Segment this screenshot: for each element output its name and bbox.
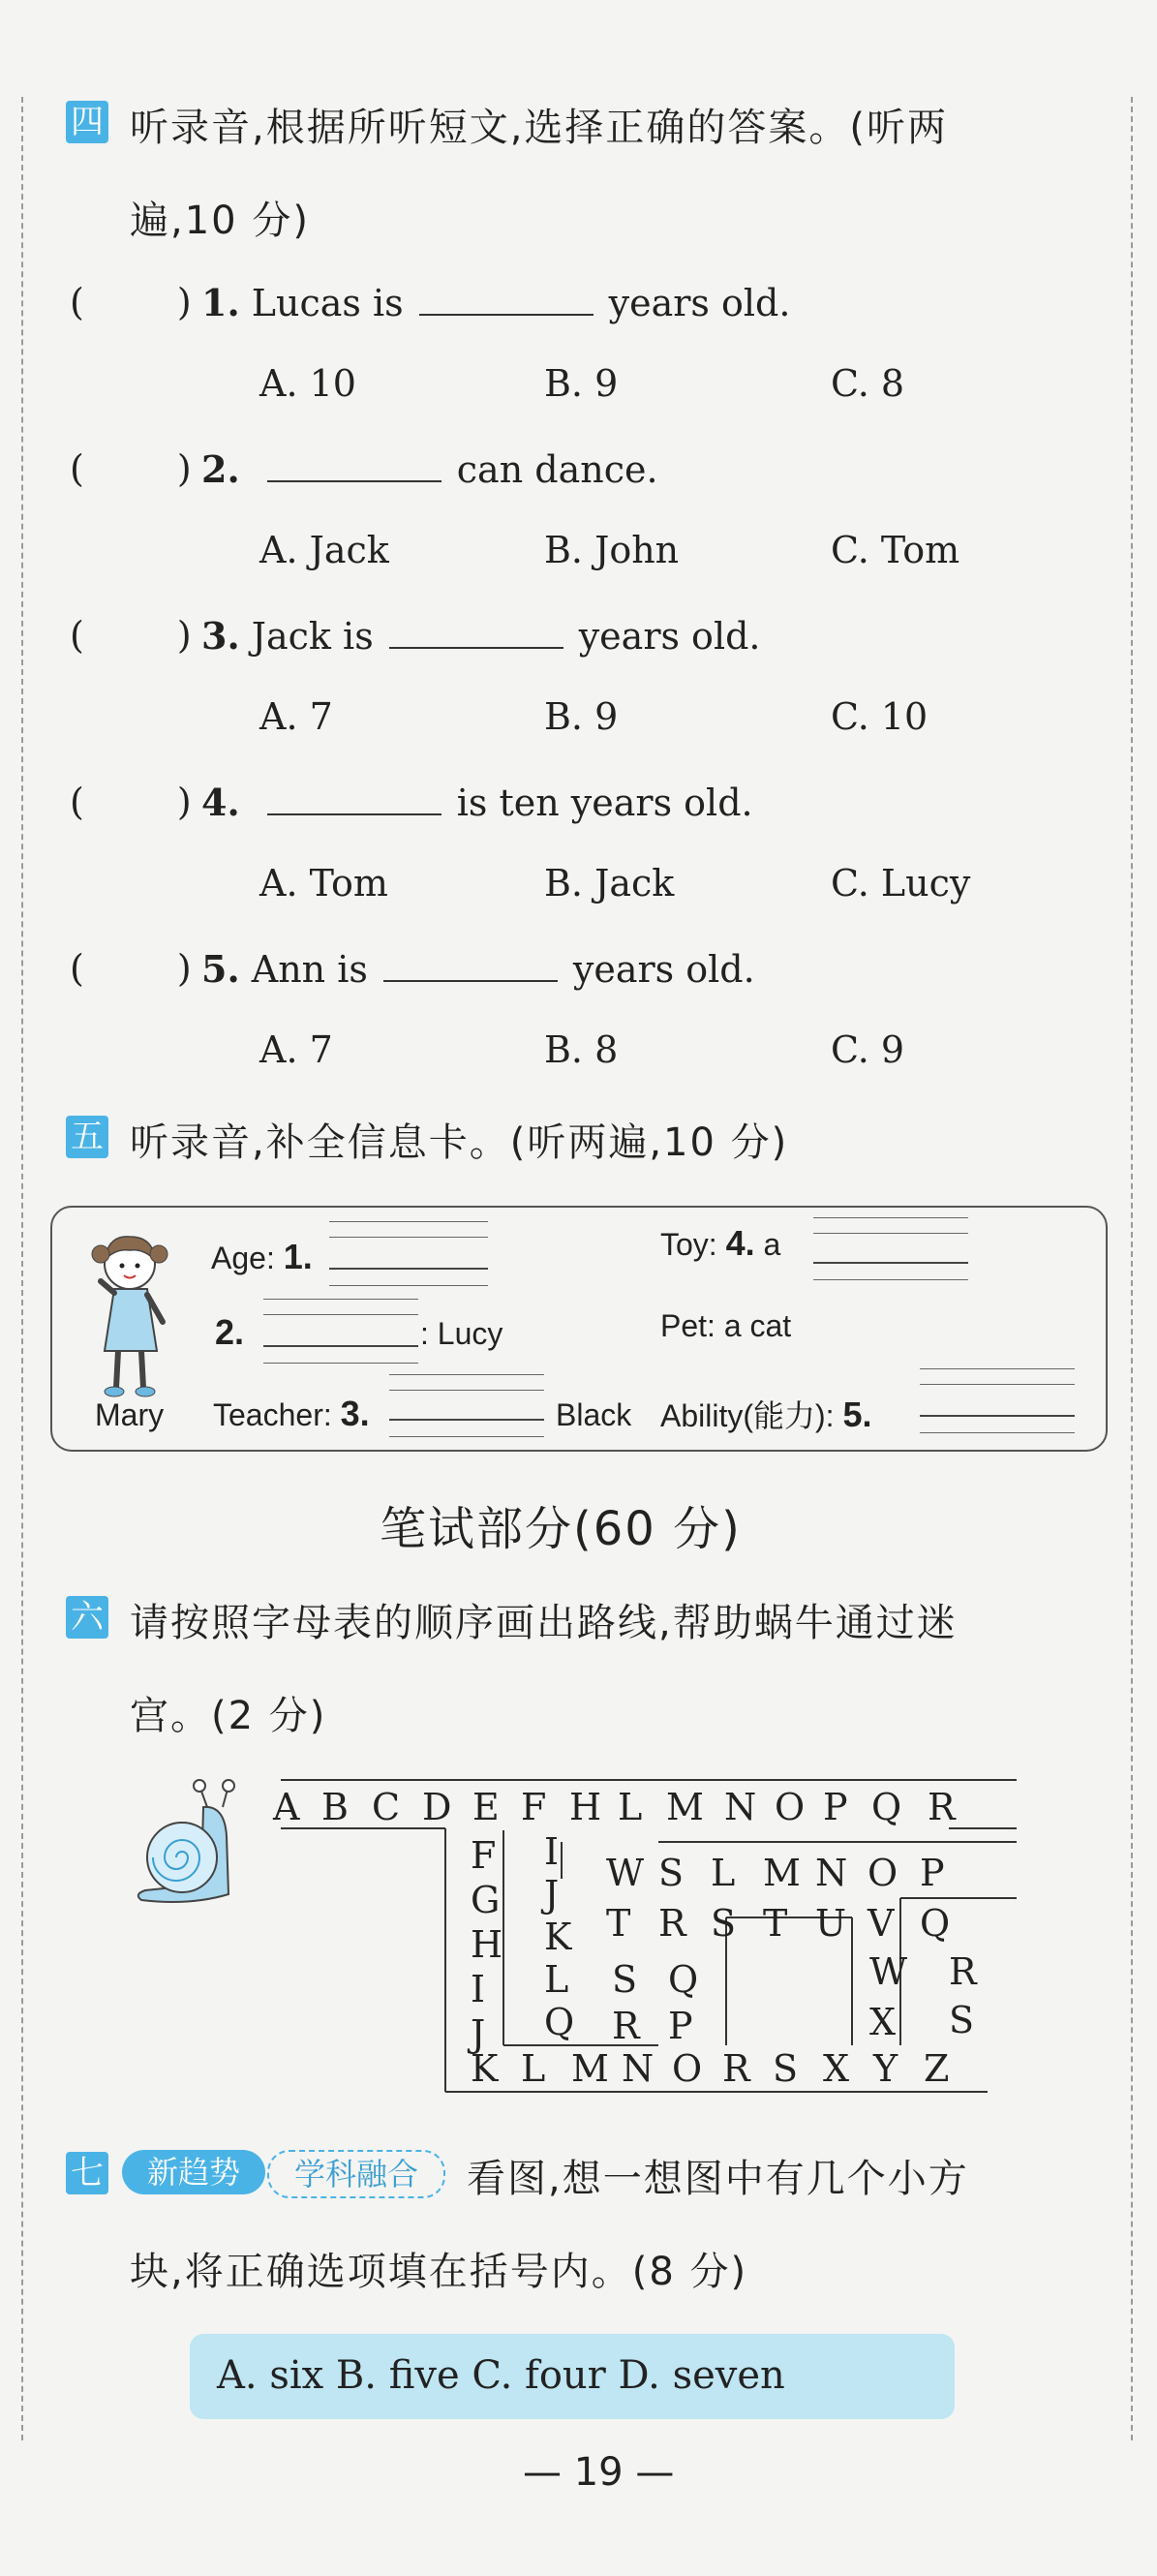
ability-label: Ability(能力): <box>660 1398 835 1433</box>
maze-letter: R <box>658 1902 686 1945</box>
toy-guide-top <box>813 1217 968 1218</box>
option-a[interactable]: A. 7 <box>259 695 333 738</box>
ability-guide-top <box>920 1368 1075 1369</box>
maze-letter: H <box>471 1923 503 1966</box>
option-b[interactable]: B. 9 <box>544 362 619 405</box>
section6-title-cont: 宫。(2 分) <box>130 1694 327 1738</box>
options-box <box>190 2334 955 2419</box>
question-blank[interactable] <box>419 285 594 316</box>
question-blank[interactable] <box>267 451 441 482</box>
q2-after: : Lucy <box>420 1316 503 1351</box>
snail-illustration <box>132 1778 258 1923</box>
toy-label: Toy: <box>660 1227 717 1262</box>
right-dashed-margin <box>1131 97 1133 2440</box>
age-num: 1. <box>283 1237 313 1276</box>
answer-paren[interactable]: ( ) <box>70 614 192 657</box>
maze-letter: W <box>606 1852 645 1894</box>
maze-letter: U <box>815 1902 847 1945</box>
section5-badge: 五 <box>66 1116 108 1158</box>
maze-letter: W <box>869 1950 908 1993</box>
toy-guide-upper <box>813 1233 968 1234</box>
maze-letter: P <box>920 1852 945 1894</box>
options-text: A. six B. five C. four D. seven <box>217 2353 785 2398</box>
page-number: — 19 — <box>523 2450 675 2495</box>
maze-letter: Q <box>920 1902 951 1945</box>
maze-letter: C <box>372 1786 401 1828</box>
question-after: can dance. <box>456 448 658 491</box>
question-after: is ten years old. <box>456 782 753 824</box>
maze-letter: R <box>928 1786 956 1828</box>
question-number: 3. <box>201 614 240 658</box>
maze-letter: E <box>472 1786 500 1828</box>
section6-badge: 六 <box>66 1596 108 1639</box>
q2-guide-bottom <box>263 1363 418 1364</box>
section4-badge: 四 <box>66 101 108 143</box>
option-c[interactable]: C. Tom <box>831 529 960 571</box>
maze-letter: P <box>823 1786 848 1828</box>
teacher-guide-upper <box>389 1390 544 1391</box>
subject-tag: 学科融合 <box>267 2150 445 2198</box>
maze-letter: J <box>544 1873 560 1916</box>
maze-letter: V <box>868 1902 895 1945</box>
maze-letter: S <box>658 1852 685 1894</box>
maze-letter: M <box>666 1786 704 1828</box>
toy-answer-line[interactable] <box>813 1262 968 1264</box>
teacher-guide-top <box>389 1374 544 1375</box>
option-a[interactable]: A. Jack <box>259 529 389 571</box>
option-b[interactable]: B. 9 <box>544 695 619 738</box>
option-b[interactable]: B. Jack <box>544 862 675 905</box>
maze-letter: K <box>471 2047 499 2090</box>
answer-paren[interactable]: ( ) <box>70 447 192 490</box>
maze-letter: X <box>823 2047 850 2090</box>
girl-illustration <box>79 1225 205 1409</box>
age-guide-bottom <box>329 1285 488 1286</box>
teacher-guide-bottom <box>389 1436 544 1437</box>
answer-paren[interactable]: ( ) <box>70 781 192 823</box>
question-number: 2. <box>201 447 240 491</box>
maze-letter: O <box>672 2047 703 2090</box>
ability-guide-upper <box>920 1384 1075 1385</box>
option-c[interactable]: C. 9 <box>831 1028 905 1071</box>
section7-badge: 七 <box>66 2152 108 2194</box>
maze-letter: Q <box>668 1958 699 2001</box>
maze-letter: R <box>949 1950 977 1993</box>
section7-title-cont: 块,将正确选项填在括号内。(8 分) <box>130 2250 748 2294</box>
option-c[interactable]: C. 10 <box>831 695 929 738</box>
age-guide-upper <box>329 1237 488 1238</box>
maze-letter: O <box>775 1786 806 1828</box>
card-name: Mary <box>95 1397 165 1432</box>
maze-letter: Q <box>544 2001 575 2043</box>
ability-guide-bottom <box>920 1432 1075 1433</box>
maze-letter: Q <box>871 1786 902 1828</box>
maze-letter: N <box>622 2047 655 2090</box>
maze-letter: S <box>949 1999 975 2041</box>
maze-letter: N <box>815 1852 848 1894</box>
question-blank[interactable] <box>267 784 441 815</box>
q2-guide-upper <box>263 1314 418 1315</box>
question-after: years old. <box>608 282 791 324</box>
ability-num: 5. <box>842 1395 872 1434</box>
question-before: Jack is <box>251 615 374 658</box>
maze-letter: F <box>521 1786 547 1828</box>
maze-letter: S <box>711 1902 737 1945</box>
left-dashed-margin <box>21 97 23 2440</box>
question-number: 4. <box>201 781 240 824</box>
teacher-label: Teacher: <box>213 1397 332 1432</box>
toy-after: a <box>763 1227 781 1262</box>
question-3 <box>201 614 761 658</box>
maze-letter: K <box>544 1916 572 1958</box>
option-b[interactable]: B. John <box>544 529 680 571</box>
teacher-answer-line[interactable] <box>389 1419 544 1421</box>
maze <box>271 1772 1046 2101</box>
q2-answer-line[interactable] <box>263 1345 418 1347</box>
section7-title: 看图,想一想图中有几个小方 <box>467 2157 969 2201</box>
option-a[interactable]: A. Tom <box>259 862 388 905</box>
maze-letter: N <box>724 1786 757 1828</box>
maze-letter: S <box>612 1958 638 2001</box>
maze-letter: R <box>722 2047 750 2090</box>
pet-text: Pet: a cat <box>660 1308 792 1343</box>
maze-letter: T <box>763 1902 788 1945</box>
q2-num: 2. <box>215 1312 245 1352</box>
maze-letter: A <box>273 1786 300 1828</box>
teacher-num: 3. <box>340 1394 370 1433</box>
option-a[interactable]: A. 7 <box>259 1028 333 1071</box>
question-after: years old. <box>578 615 761 658</box>
maze-letter: M <box>571 2047 609 2090</box>
info-card <box>50 1206 1108 1452</box>
section4-title: 听录音,根据所听短文,选择正确的答案。(听两 <box>130 106 949 150</box>
toy-num: 4. <box>725 1223 755 1263</box>
question-2 <box>201 447 658 491</box>
section4-title-cont: 遍,10 分) <box>130 199 310 243</box>
question-before: Lucas is <box>251 282 404 324</box>
maze-letter: G <box>471 1879 501 1921</box>
question-before: Ann is <box>251 948 368 991</box>
question-number: 5. <box>201 947 240 991</box>
age-answer-line[interactable] <box>329 1268 488 1270</box>
section5-title: 听录音,补全信息卡。(听两遍,10 分) <box>130 1120 789 1165</box>
trend-tag: 新趋势 <box>122 2150 265 2194</box>
option-b[interactable]: B. 8 <box>544 1028 619 1071</box>
maze-letter: L <box>618 1786 643 1828</box>
age-label: Age: <box>211 1241 275 1275</box>
maze-letter: L <box>544 1958 569 2001</box>
option-c[interactable]: C. 8 <box>831 362 905 405</box>
maze-letter: Y <box>873 2047 898 2090</box>
written-part-title: 笔试部分(60 分) <box>380 1502 742 1556</box>
maze-letter: O <box>868 1852 898 1894</box>
question-5 <box>201 947 755 991</box>
maze-letter: Z <box>924 2047 950 2090</box>
toy-guide-bottom <box>813 1279 968 1280</box>
maze-letter: H <box>569 1786 602 1828</box>
maze-letter: P <box>668 2005 693 2047</box>
q2-guide-top <box>263 1299 418 1300</box>
maze-letter: D <box>422 1786 452 1828</box>
maze-letter: R <box>612 2005 640 2047</box>
maze-letter: X <box>869 2001 897 2043</box>
maze-letter: F <box>471 1834 497 1877</box>
answer-paren[interactable]: ( ) <box>70 947 192 990</box>
maze-letter: J <box>471 2012 486 2055</box>
maze-letter: S <box>773 2047 799 2090</box>
question-after: years old. <box>572 948 755 991</box>
age-guide-top <box>329 1221 488 1222</box>
maze-letter: B <box>321 1786 349 1828</box>
question-blank[interactable] <box>389 618 563 649</box>
question-1 <box>201 281 790 324</box>
section6-title: 请按照字母表的顺序画出路线,帮助蜗牛通过迷 <box>130 1601 958 1645</box>
question-4 <box>201 781 753 824</box>
maze-letter: L <box>521 2047 546 2090</box>
maze-letter: L <box>711 1852 736 1894</box>
maze-letter: T <box>606 1902 631 1945</box>
question-blank[interactable] <box>383 951 558 982</box>
maze-letter: I <box>544 1830 560 1873</box>
question-number: 1. <box>201 281 240 324</box>
maze-letter: M <box>763 1852 801 1894</box>
option-c[interactable]: C. Lucy <box>831 862 971 905</box>
maze-letter: I <box>471 1968 486 2010</box>
teacher-after: Black <box>556 1397 632 1432</box>
ability-answer-line[interactable] <box>920 1415 1075 1417</box>
option-a[interactable]: A. 10 <box>259 362 356 405</box>
answer-paren[interactable]: ( ) <box>70 281 192 323</box>
